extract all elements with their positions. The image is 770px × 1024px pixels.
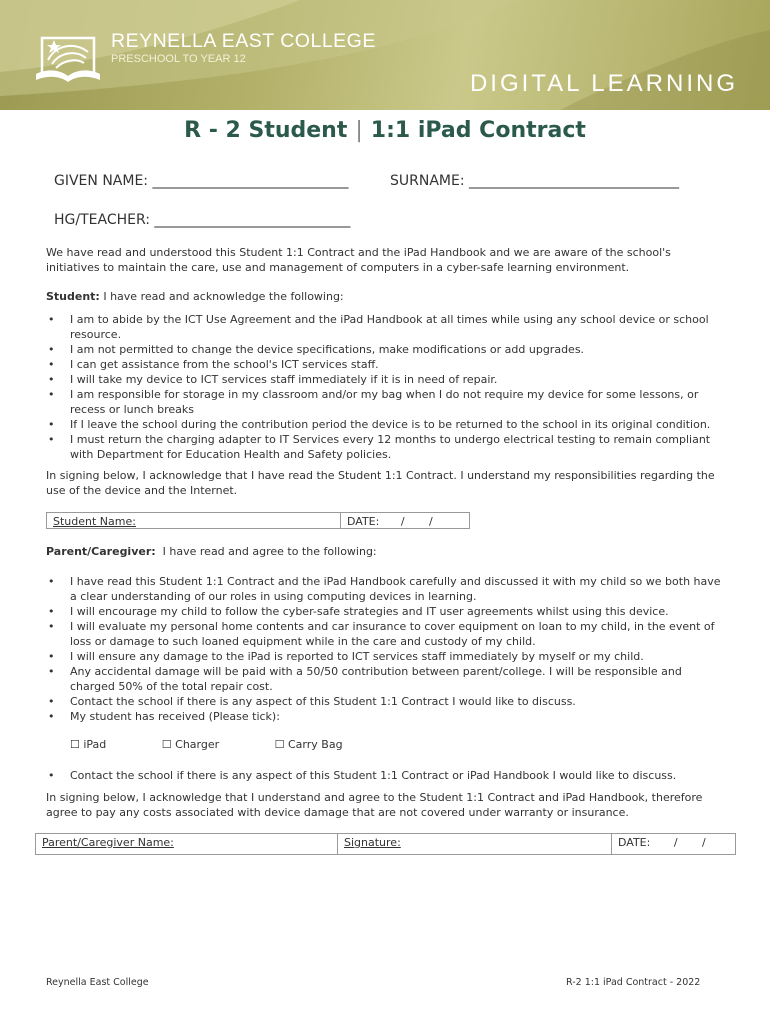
title-separator: | xyxy=(355,118,363,143)
list-item: • I must return the charging adapter to IT Services every 12 months to undergo electrical testing to remain compliant with Department for Education Health and Safety policies. xyxy=(46,432,726,462)
parent-signature-field[interactable]: Signature: xyxy=(338,834,612,854)
received-items-checklist xyxy=(70,738,395,751)
parent-date-field[interactable] xyxy=(612,834,735,854)
list-item: • I will evaluate my personal home contents and car insurance to cover equipment on loan to my child, in the event of loss or damage to such loaned equipment while in the care and custody of my child. xyxy=(46,619,726,649)
student-date-field[interactable] xyxy=(341,513,469,528)
parent-date-label: DATE: xyxy=(618,836,651,849)
parent-extra-list xyxy=(46,768,726,783)
student-section-label xyxy=(46,290,344,303)
student-label-rest: I have read and acknowledge the following: xyxy=(99,290,344,303)
student-label-bold: Student: xyxy=(46,290,100,303)
student-date-label: DATE: xyxy=(347,515,380,528)
intro-paragraph: We have read and understood this Student 1:1 Contract and the iPad Handbook and we are aware of the school's initiatives to maintain the care, use and management of computers in a cyber-safe learning environment. xyxy=(46,246,671,274)
parent-date-slashes: / / xyxy=(673,836,706,849)
title-right: 1:1 iPad Contract xyxy=(370,118,586,143)
footer-left: Reynella East College xyxy=(46,977,149,988)
parent-name-field[interactable]: Parent/Caregiver Name: xyxy=(36,834,338,854)
parent-section-label xyxy=(46,545,377,558)
student-acknowledgement-list xyxy=(46,312,726,462)
list-item: • Contact the school if there is any aspect of this Student 1:1 Contract I would like to discuss. xyxy=(46,694,726,709)
list-item: • Contact the school if there is any aspect of this Student 1:1 Contract or iPad Handbook I would like to discuss. xyxy=(46,768,726,783)
list-item: • I can get assistance from the school's ICT services staff. xyxy=(46,357,726,372)
list-item: • I will ensure any damage to the iPad is reported to ICT services staff immediately by myself or my child. xyxy=(46,649,726,664)
list-item: • My student has received (Please tick): xyxy=(46,709,726,724)
parent-signing-paragraph: In signing below, I acknowledge that I understand and agree to the Student 1:1 Contract and iPad Handbook, therefore agree to pay any costs associated with device damage that are not covered under warranty or insurance. xyxy=(46,791,703,819)
given-name-field[interactable]: GIVEN NAME: ____________________________ xyxy=(54,173,349,189)
list-item: • I will encourage my child to follow the cyber-safe strategies and IT user agreements whilst using this device. xyxy=(46,604,726,619)
list-item: • I am not permitted to change the device specifications, make modifications or add upgrades. xyxy=(46,342,726,357)
student-signature-box xyxy=(46,512,470,529)
ipad-checkbox[interactable]: ☐ iPad xyxy=(70,738,107,751)
list-item: • I have read this Student 1:1 Contract and the iPad Handbook carefully and discussed it with my child so we both have a clear understanding of our roles in using computing devices in learning. xyxy=(46,574,726,604)
parent-signature-box xyxy=(35,833,736,855)
footer-right: R-2 1:1 iPad Contract - 2022 xyxy=(566,977,701,988)
hg-teacher-field[interactable]: HG/TEACHER: ____________________________ xyxy=(54,212,351,228)
header-banner xyxy=(0,0,770,110)
list-item: • I am responsible for storage in my classroom and/or my bag when I do not require my device for some lessons, or recess or lunch breaks xyxy=(46,387,726,417)
list-item: • If I leave the school during the contribution period the device is to be returned to the school in its original condition. xyxy=(46,417,726,432)
list-item: • I will take my device to ICT services staff immediately if it is in need of repair. xyxy=(46,372,726,387)
list-item: • Any accidental damage will be paid with a 50/50 contribution between parent/college. I will be responsible and charged 50% of the total repair cost. xyxy=(46,664,726,694)
college-crest-icon xyxy=(34,30,102,84)
charger-checkbox[interactable]: ☐ Charger xyxy=(161,738,220,751)
title-left: R - 2 Student xyxy=(184,118,348,143)
college-name: REYNELLA EAST COLLEGE xyxy=(111,30,376,52)
student-signing-paragraph: In signing below, I acknowledge that I have read the Student 1:1 Contract. I understand my responsibilities regarding the use of the device and the Internet. xyxy=(46,469,715,497)
parent-agreement-list xyxy=(46,574,726,724)
parent-label-bold: Parent/Caregiver: xyxy=(46,545,156,558)
list-item: • I am to abide by the ICT Use Agreement and the iPad Handbook at all times while using any school device or school resource. xyxy=(46,312,726,342)
student-name-field[interactable]: Student Name: xyxy=(47,513,341,528)
program-title: DIGITAL LEARNING xyxy=(469,70,738,97)
student-date-slashes: / / xyxy=(400,515,433,528)
page-title xyxy=(0,118,770,143)
surname-field[interactable]: SURNAME: ______________________________ xyxy=(390,173,680,189)
parent-label-rest: I have read and agree to the following: xyxy=(155,545,377,558)
carry-bag-checkbox[interactable]: ☐ Carry Bag xyxy=(274,738,343,751)
college-subtitle: PRESCHOOL TO YEAR 12 xyxy=(111,53,246,65)
